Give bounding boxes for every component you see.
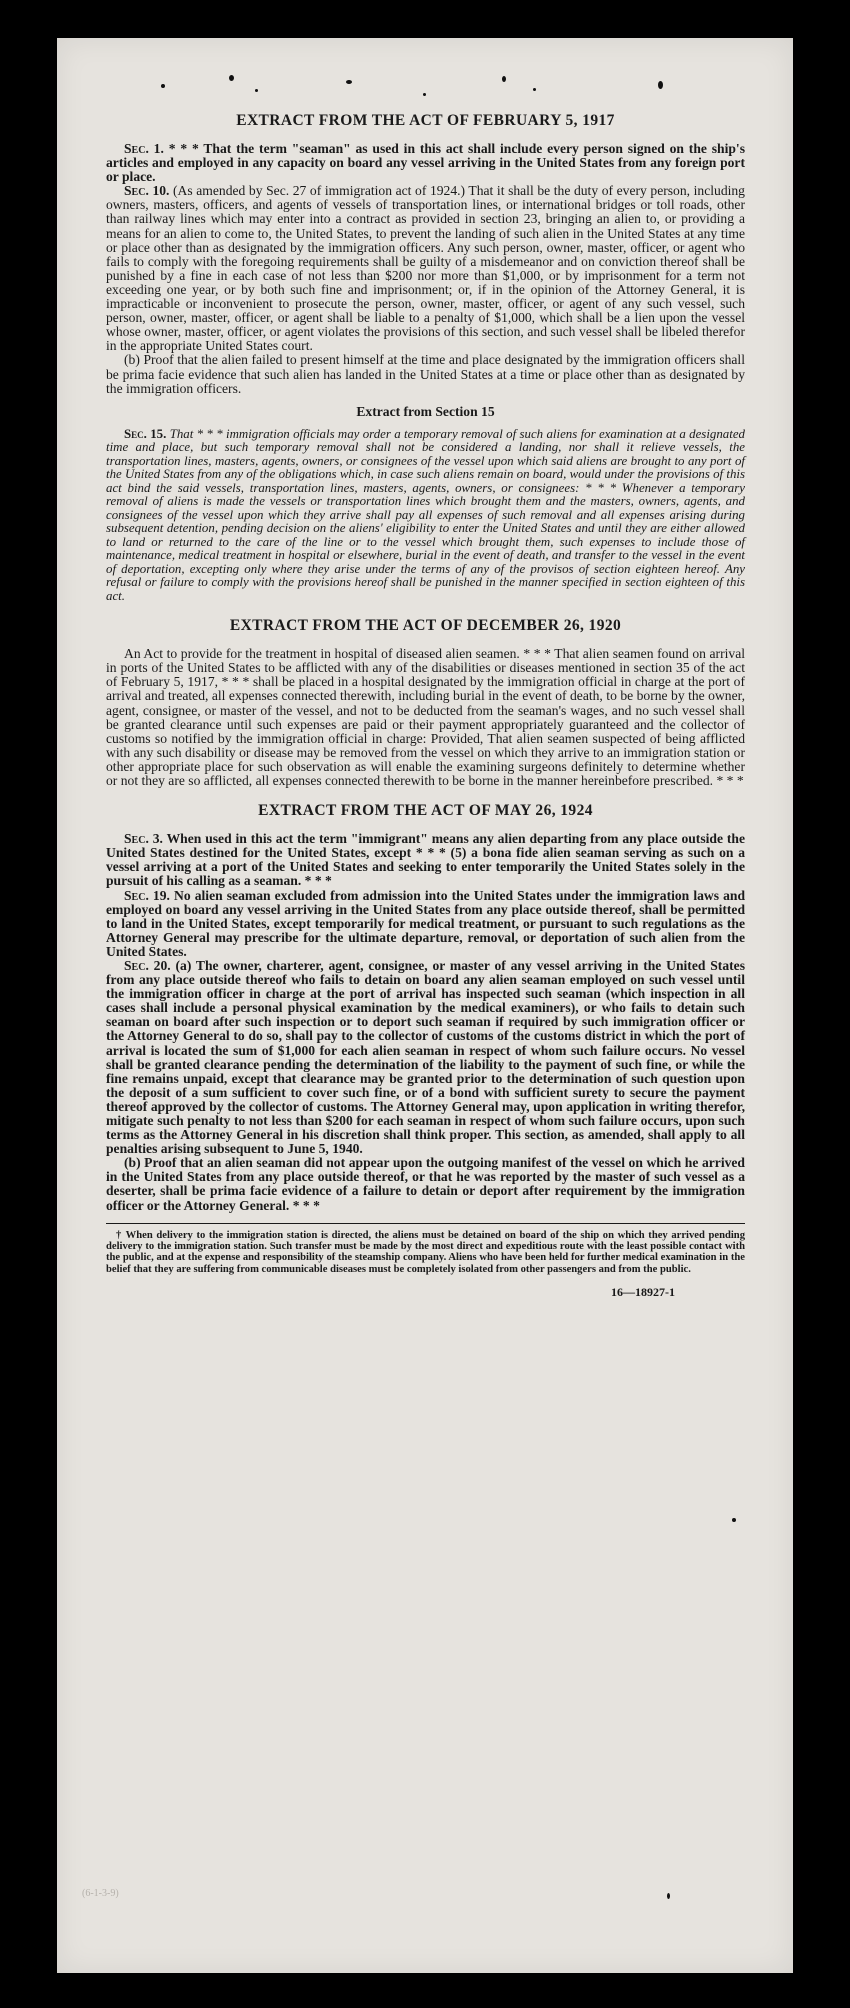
section-text: That * * * immigration officials may order a temporary removal of such aliens for examination at a designated time and place, but such temporary removal shall not be considered a landing, nor shall it relieve vessels, the transportation lines, masters, agents, owners, or consignees of the vessel upon which said aliens are brought to any port of the United States from any of the obligations which, in case such aliens remain on board, would under the provisions of this act bind the said vessels, transportation lines, masters, agents, owners, or consignees: * * * Whenever a temporary removal of aliens is made the vessels or transportation lines which brought them and the masters, owners, agents, and consignees of the vessel upon which they arrive shall pay all expenses of such removal and all expenses arising during subsequent detention, pending decision on the aliens' eligibility to enter the United States and until they are either allowed to land or returned to the care of the line or to the vessel which brought them, such expenses to include those of maintenance, medical treatment in hospital or elsewhere, burial in the event of death, and transfer to the vessel in the event of deportation, excepting only where they arise under the terms of any of the provisos of section eighteen hereof. Any refusal or failure to comply with the provisions hereof shall be punished in the manner specified in section eighteen of this act. (106, 426, 745, 603)
section-text: When used in this act the term "immigrant" means any alien departing from any place outside the United States destined for the United States, except * * * (5) a bona fide alien seaman serving as such on a vessel arriving at a port of the United States and seeking to enter temporarily the United States solely in the pursuit of his calling as a seaman. * * * (106, 831, 745, 889)
section-label: Sec. 19. (124, 887, 170, 903)
heading-act-1924: EXTRACT FROM THE ACT OF MAY 26, 1924 (258, 802, 593, 820)
heading-act-1917: EXTRACT FROM THE ACT OF FEBRUARY 5, 1917 (236, 112, 615, 129)
section-label: Sec. 10. (124, 183, 170, 199)
section-10 (106, 184, 745, 353)
section-text: (As amended by Sec. 27 of immigration act of 1924.) That it shall be the duty of every person, including owners, masters, officers, and agents of vessels of transportation lines, or international bridges or toll roads, other than railway lines which may enter into a contract as provided in section 23, bringing an alien to, or providing a means for an alien to come to, the United States, to prevent the landing of such alien in the United States at any time or place other than as designated by the immigration officers. Any such person, owner, master, officer, or agent who fails to comply with the foregoing requirements shall be guilty of a misdemeanor and on conviction thereof shall be punished by a fine in each case of not less than $200 nor more than $1,000, or by imprisonment for a term not exceeding one year, or by both such fine and imprisonment; or, if in the opinion of the Attorney General, it is impracticable or inconvenient to prosecute the person, owner, master, officer, or agent of any such vessel, such person, owner, master, officer, or agent shall be liable to a penalty of $1,000, which shall be a lien upon the vessel whose owner, master, officer, or agent violates the provisions of this section, and such vessel shall be libeled therefor in the appropriate United States court. (106, 183, 745, 354)
section-20-b: (b) Proof that an alien seaman did not appear upon the outgoing manifest of the vessel on which he arrived in the United States from any place outside thereof, or that he was reported by the master of such vessel as a deserter, shall be prima facie evidence of a failure to detain or deport after requirement by the immigration officer or the Attorney General. * * * (106, 1155, 745, 1213)
section-3 (106, 832, 745, 888)
section-20 (106, 959, 745, 1156)
section-label: Sec. 20. (124, 957, 171, 973)
section-label: Sec. 1. (124, 141, 164, 156)
faint-bleed-text: (6-1-3-9) (82, 1888, 119, 1899)
section-label: Sec. 3. (124, 831, 163, 847)
section-19 (106, 889, 745, 959)
section-15 (106, 428, 745, 604)
section-text: (a) The owner, charterer, agent, consignee, or master of any vessel arriving in the United States from any place outside thereof who fails to detain on board any alien seaman employed on such vessel until the immigration officer in charge at the port of arrival has inspected such seaman (which inspection in all cases shall include a personal physical examination by the medical examiners), or who fails to detain such seaman on board after such inspection or to deport such seaman if required by such immigration officer or the Attorney General to do so, shall pay to the collector of customs of the customs district in which the port of arrival is located the sum of $1,000 for each alien seaman in respect of whom such failure occurs. No vessel shall be granted clearance pending the determination of the liability to the payment of such fine, or while the fine remains unpaid, except that clearance may be granted prior to the determination of such question upon the deposit of a sum sufficient to cover such fine, or of a bond with sufficient surety to secure the payment thereof approved by the collector of customs. The Attorney General may, upon application in writing therefor, mitigate such penalty to not less than $200 for each seaman in respect of whom such failure occurs, upon such terms as the Attorney General in his discretion shall think proper. This section, as amended, shall apply to all penalties arising subsequent to June 5, 1940. (106, 957, 745, 1157)
section-10-b: (b) Proof that the alien failed to present himself at the time and place designated by the immigration officers shall be prima facie evidence that such alien has landed in the United States at a time or place other than as designated by the immigration officers. (106, 352, 745, 396)
section-1 (106, 142, 745, 184)
document-body (106, 112, 745, 1300)
section-text: No alien seaman excluded from admission into the United States under the immigration laws and employed on board any vessel arriving in the United States from any place outside thereof, shall be permitted to land in the United States, except temporarily for medical treatment, or pursuant to such regulations as the Attorney General may prescribe for the ultimate departure, removal, or deportation of such alien from the United States. (106, 887, 746, 959)
form-number: 16—18927-1 (611, 1285, 675, 1300)
section-label: Sec. 15. (124, 426, 167, 441)
footnote: † When delivery to the immigration station is directed, the aliens must be detained on board of the ship on which they arrived pending delivery to the immigration station. Such transfer must be made by the most direct and expeditious route with the least possible contact with the public, and at the expense and responsibility of the steamship company. Aliens who have been held for further medical examination in the belief that they are suffering from communicable diseases must be completely isolated from other passengers and from the public. (106, 1223, 745, 1276)
act-1920-text: An Act to provide for the treatment in hospital of diseased alien seamen. * * * That alien seamen found on arrival in ports of the United States to be afflicted with any of the disabilities or diseases mentioned in section 35 of the act of February 5, 1917, * * * shall be placed in a hospital designated by the immigration official in charge at the port of arrival and treated, all expenses connected therewith, including burial in the event of death, to be borne by the owner, agent, consignee, or master of the vessel, and not to be deducted from the seaman's wages, and no such vessel shall be granted clearance until such expenses are paid or their payment appropriately guaranteed and the collector of customs so notified by the immigration official in charge: Provided, That alien seamen suspected of being afflicted with any such disability or disease may be removed from the vessel on which they arrive to an immigration station or other appropriate place for such observation as will enable the examining surgeons definitely to determine whether or not they are so afflicted, all expenses connected therewith to be borne in the manner hereinbefore prescribed. * * * (106, 646, 745, 789)
document-page (57, 38, 793, 1973)
heading-act-1920: EXTRACT FROM THE ACT OF DECEMBER 26, 1920 (229, 617, 622, 635)
subheading-section-15: Extract from Section 15 (356, 403, 495, 419)
section-text: * * * That the term "seaman" as used in this act shall include every person signed on the ship's articles and employed in any capacity on board any vessel arriving in the United States from any foreign port or place. (106, 141, 745, 185)
